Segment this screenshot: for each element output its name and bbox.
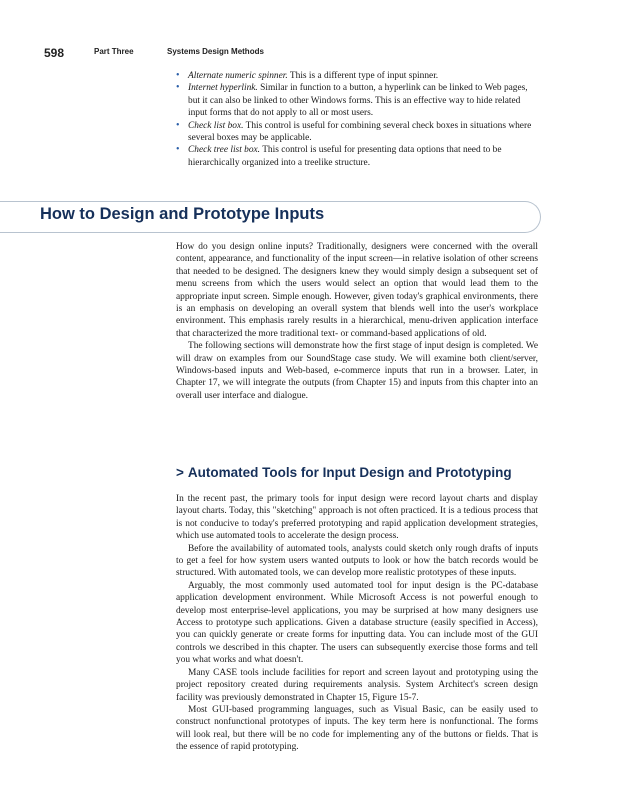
section-body xyxy=(176,241,538,402)
paragraph: How do you design online inputs? Traditionally, designers were concerned with the overall content, appearance, and functionality of the input screen—in relative isolation of other screens that needed to be designed. The designers knew they would simply design a subsequent set of menu screens from which the users would select an option that would lead them to the appropriate input screen. Simple enough. However, given today's graphical environments, there is an emphasis on developing an overall system that blends well into the user's workplace environment. This emphasis rarely results in a hierarchical, menu-driven application interface that characterized the more traditional text- or command-based applications of old. xyxy=(176,242,538,339)
subsection-heading xyxy=(176,465,512,480)
paragraph: Arguably, the most commonly used automated tool for input design is the PC-database application development environment. While Microsoft Access is not powerful enough to develop most enterprise-level applications, you may be surprised at how many designers use Access to prototype such applications. Given a database structure (easily specified in Access), you can quickly generate or create forms for inputting data. You can include most of the GUI controls we described in this chapter. The users can subsequently exercise those forms and tell you what works and what doesn't. xyxy=(176,580,538,666)
part-label: Part Three xyxy=(94,47,134,56)
page-number: 598 xyxy=(44,46,65,60)
subsection-heading-text: Automated Tools for Input Design and Prototyping xyxy=(187,465,512,480)
list-item xyxy=(176,144,536,169)
bullet-text: This control is useful for presenting data options that need to be hierarchically organized into a treelike structure. xyxy=(188,145,502,168)
list-item xyxy=(176,120,536,145)
subsection-marker: > xyxy=(176,465,184,480)
subsection-body xyxy=(176,493,538,754)
paragraph: Many CASE tools include facilities for report and screen layout and prototyping using the project repository created during requirements analysis. System Architect's screen design facility was previously demonstrated in Chapter 15, Figure 15-7. xyxy=(176,667,538,703)
bullet-term: Internet hyperlink. xyxy=(188,83,258,94)
list-item xyxy=(176,82,536,119)
bullet-term: Alternate numeric spinner. xyxy=(188,71,288,81)
paragraph: Most GUI-based programming languages, such as Visual Basic, can be easily used to construct nonfunctional prototypes of inputs. The key term here is nonfunctional. The forms will look real, but there will be no code for implementing any of the buttons or fields. That is the essence of rapid prototyping. xyxy=(176,704,538,753)
section-heading: How to Design and Prototype Inputs xyxy=(40,205,325,223)
paragraph: The following sections will demonstrate how the first stage of input design is completed. We will draw on examples from our SoundStage case study. We will examine both client/server, Windows-based inputs and Web-based, e-commerce inputs that run in a browser. Later, in Chapter 17, we will integrate the outputs (from Chapter 15) and inputs from this chapter into an overall user interface and dialogue. xyxy=(176,341,538,401)
bullet-term: Check tree list box. xyxy=(188,145,261,156)
section-label: Systems Design Methods xyxy=(167,47,264,56)
control-bullet-list xyxy=(176,70,536,169)
bullet-term: Check list box. xyxy=(188,120,244,131)
bullet-text: Similar in function to a button, a hyperlink can be linked to Web pages, but it can also be linked to other Windows forms. This is an effective way to hide related input forms that do not apply to all or most users. xyxy=(188,83,528,119)
paragraph: In the recent past, the primary tools for input design were record layout charts and display layout charts. Today, this "sketching" approach is not often practiced. It is a tedious process that is not conducive to today's preferred prototyping and rapid application development strategies, which use automated tools to accelerate the design process. xyxy=(176,494,538,542)
bullet-text: This is a different type of input spinner. xyxy=(287,71,439,81)
list-item xyxy=(176,70,536,82)
paragraph: Before the availability of automated tools, analysts could sketch only rough drafts of inputs to get a feel for how system users wanted outputs to look or how the batch records would be structured. With automated tools, we can develop more realistic prototypes of these inputs. xyxy=(176,543,538,579)
bullet-text: This control is useful for combining several check boxes in situations where several boxes may be applicable. xyxy=(188,120,532,144)
